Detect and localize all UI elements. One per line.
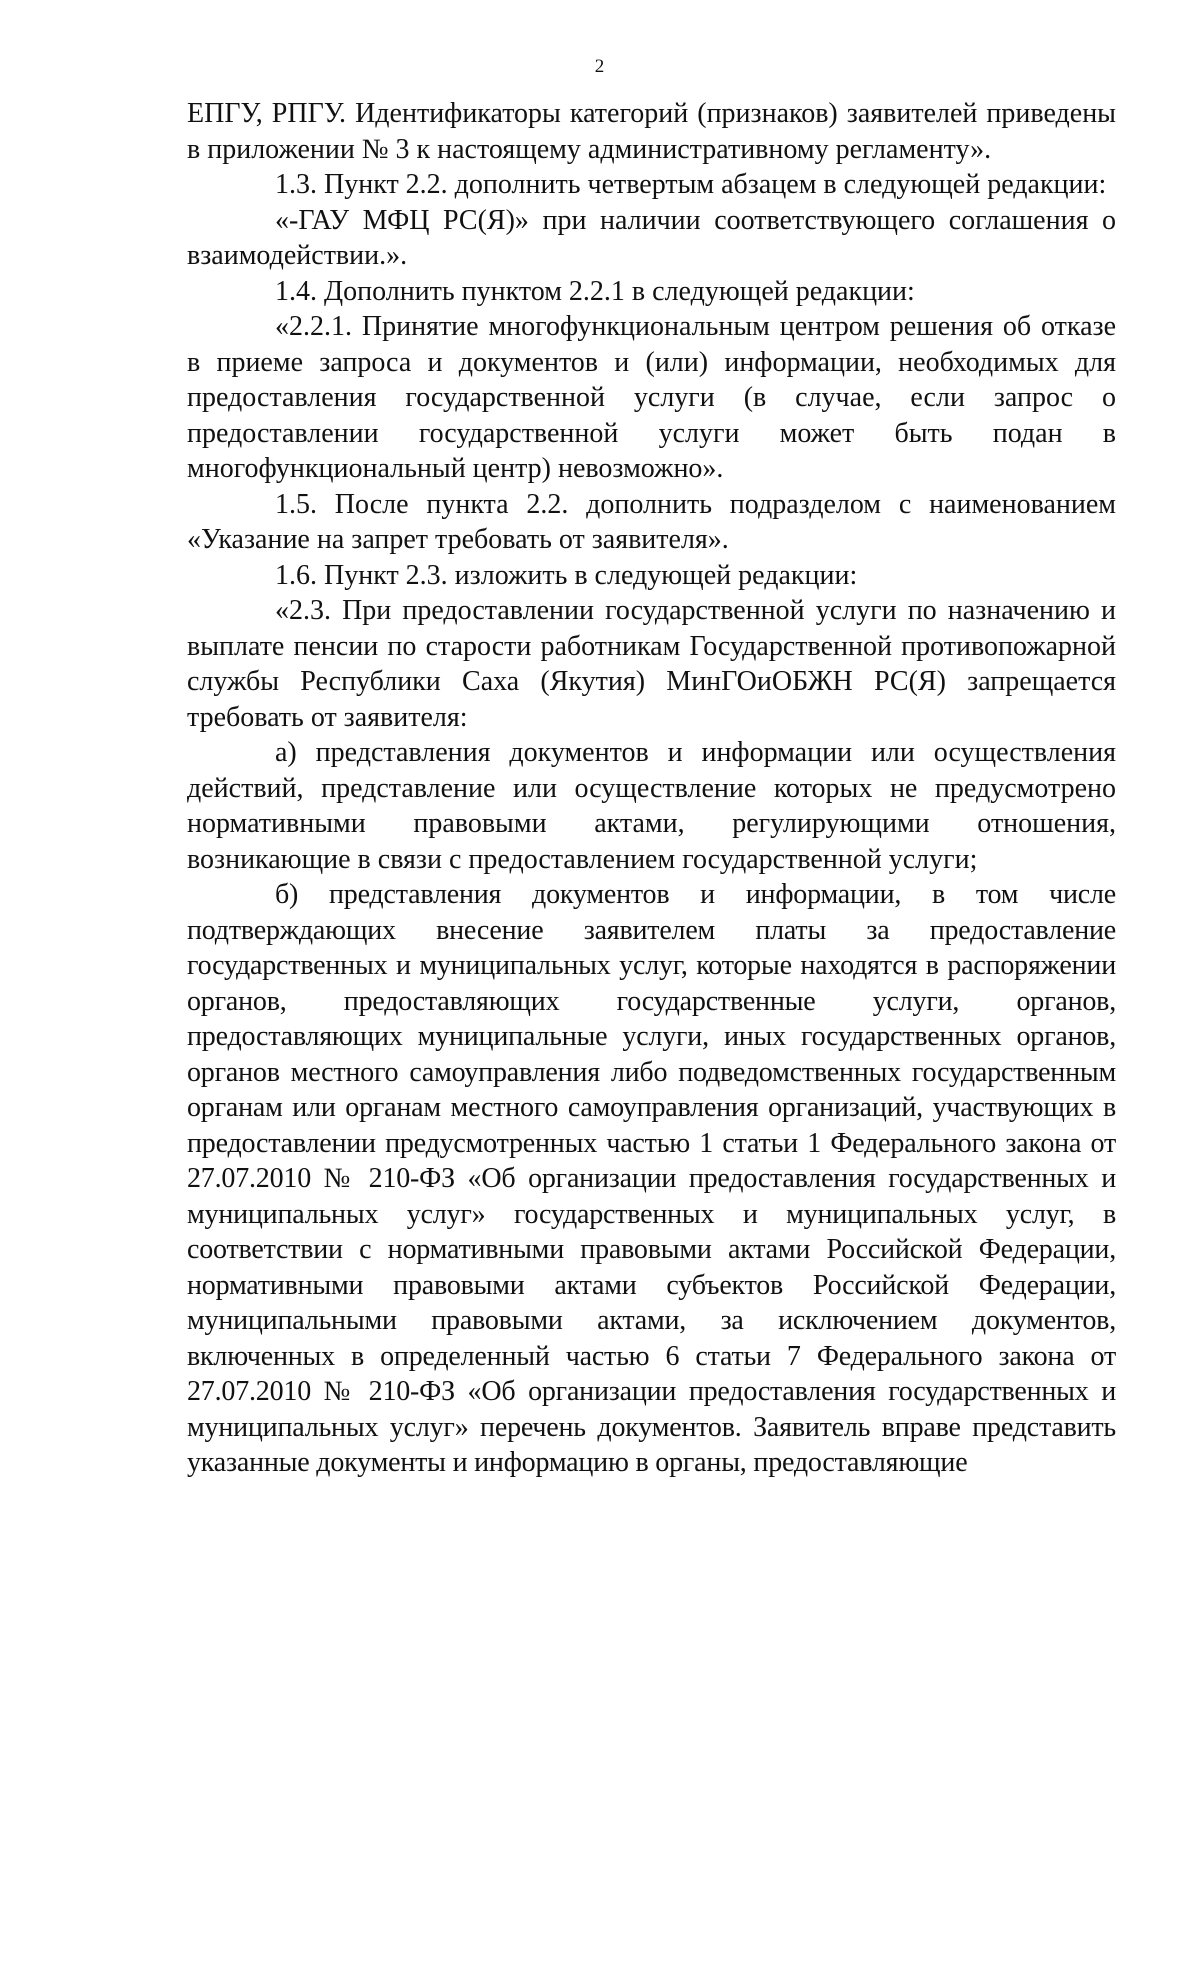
paragraph-subitem-b: б) представления документов и информации, в том числе подтверждающих внесение заявителем платы за предоставление государственных и муниципальных услуг, которые находятся в распоряжении органов, предоставляющих государственные услуги, органов, предоставляющих муниципальные услуги, иных государственных органов, органов местного самоуправления либо подведомственных государственным органам или органам местного самоуправления организаций, участвующих в предоставлении предусмотренных частью 1 статьи 1 Федерального закона от 27.07.2010 № 210-ФЗ «Об организации предоставления государственных и муниципальных услуг» государственных и муниципальных услуг, в соответствии с нормативными правовыми актами Российской Федерации, нормативными правовыми актами субъектов Российской Федерации, муниципальными правовыми актами, за исключением документов, включенных в определенный частью 6 статьи 7 Федерального закона от 27.07.2010 № 210-ФЗ «Об организации предоставления государственных и муниципальных услуг» перечень документов. Заявитель вправе представить указанные документы и информацию в органы, предоставляющие bbox=[187, 879, 1116, 1478]
paragraph-quote-gau-mfc: «-ГАУ МФЦ РС(Я)» при наличии соответствующего соглашения о взаимодействии.». bbox=[187, 204, 1116, 271]
paragraph-item-1-3: 1.3. Пункт 2.2. дополнить четвертым абзацем в следующей редакции: bbox=[275, 169, 1107, 200]
paragraph-continuation: ЕПГУ, РПГУ. Идентификаторы категорий (признаков) заявителей приведены в приложении № 3 к настоящему административному регламенту». bbox=[187, 98, 1116, 165]
paragraph-item-1-5: 1.5. После пункта 2.2. дополнить подразделом с наименованием «Указание на запрет требовать от заявителя». bbox=[187, 488, 1116, 555]
paragraph-subitem-a: а) представления документов и информации или осуществления действий, представление или осуществление которых не предусмотрено нормативными правовыми актами, регулирующими отношения, возникающие в связи с предоставлением государственной услуги; bbox=[187, 737, 1116, 875]
paragraph-quote-2-3: «2.3. При предоставлении государственной услуги по назначению и выплате пенсии по старости работникам Государственной противопожарной службы Республики Саха (Якутия) МинГОиОБЖН РС(Я) запрещается требовать от заявителя: bbox=[187, 595, 1116, 733]
page-number: 2 bbox=[594, 56, 606, 77]
paragraph-quote-2-2-1: «2.2.1. Принятие многофункциональным центром решения об отказе в приеме запроса и документов и (или) информации, необходимых для предоставления государственной услуги (в случае, если запрос о предоставлении государственной услуги может быть подан в многофункциональный центр) невозможно». bbox=[187, 311, 1116, 484]
paragraph-item-1-4: 1.4. Дополнить пунктом 2.2.1 в следующей редакции: bbox=[275, 275, 915, 307]
document-body bbox=[187, 96, 1116, 1481]
paragraph-item-1-6: 1.6. Пункт 2.3. изложить в следующей редакции: bbox=[275, 559, 858, 591]
